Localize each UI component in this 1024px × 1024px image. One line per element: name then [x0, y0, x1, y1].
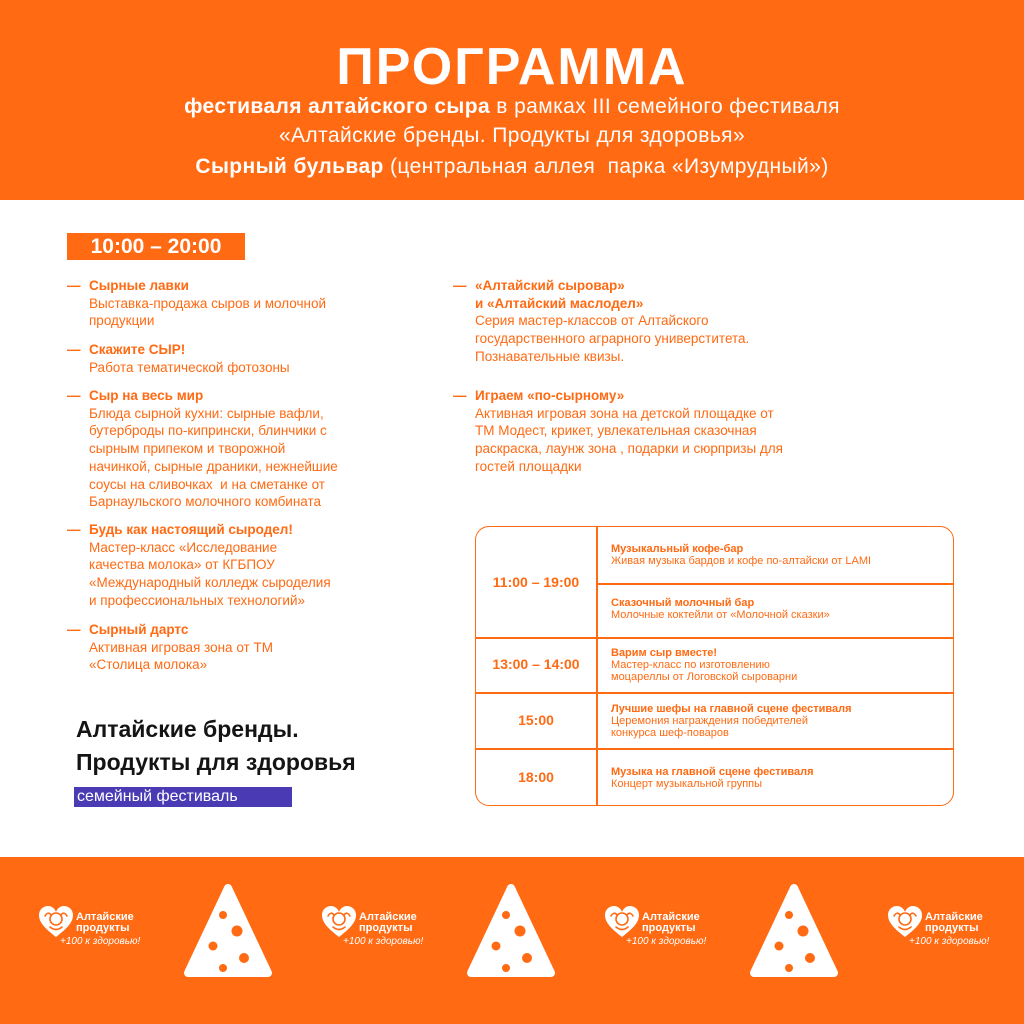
- item-description-line: соусы на сливочках и на сметанке от: [89, 476, 325, 492]
- schedule-event: [611, 703, 852, 739]
- schedule-event: [611, 597, 830, 621]
- event-description-line: Молочные коктейли от «Молочной сказки»: [611, 609, 830, 621]
- cheese-slice-icon: [466, 882, 556, 980]
- event-title: Лучшие шефы на главной сцене фестиваля: [611, 703, 852, 715]
- item-title: Сырный дартс: [89, 622, 189, 637]
- heart-logo-icon: [604, 905, 640, 939]
- item-description-line: Выставка-продажа сыров и молочной: [89, 295, 327, 311]
- schedule-time: 18:00: [518, 769, 554, 785]
- item-description-line: ТМ Модест, крикет, увлекательная сказочная: [475, 423, 757, 439]
- page-title: ПРОГРАММА: [336, 38, 688, 96]
- schedule-time: 15:00: [518, 712, 554, 728]
- venue-location: (центральная аллея парка «Изумрудный»): [383, 155, 829, 178]
- dash-bullet: —: [67, 522, 81, 537]
- event-description-line: Церемония награждения победителей: [611, 715, 809, 727]
- logo-text-line-2: продукты: [925, 922, 979, 934]
- dash-bullet: —: [453, 388, 467, 403]
- subtitle-line-1: [0, 95, 1024, 119]
- event-title: Музыкальный кофе-бар: [611, 543, 744, 555]
- program-item: [67, 521, 331, 610]
- logo-text-line-1: Алтайские: [642, 911, 700, 923]
- logo-text-line-1: Алтайские: [925, 911, 983, 923]
- logo-tagline: +100 к здоровью!: [343, 936, 424, 947]
- subtitle-text: в рамках III семейного фестиваля: [490, 95, 840, 118]
- heart-logo-icon: [321, 905, 357, 939]
- dash-bullet: —: [67, 342, 81, 357]
- event-description-line: конкурса шеф-поваров: [611, 727, 729, 739]
- subtitle-line-3: [0, 155, 1024, 179]
- cheese-slice-icon: [183, 882, 273, 980]
- logo-text-line-2: продукты: [359, 922, 413, 934]
- altai-products-logo: [38, 903, 148, 953]
- brand-tag: семейный фестиваль: [74, 787, 292, 807]
- item-title: и «Алтайский маслодел»: [475, 295, 644, 311]
- item-description-line: Серия мастер-классов от Алтайского: [475, 313, 709, 329]
- item-title: Сыр на весь мир: [89, 388, 204, 403]
- altai-products-logo: [887, 903, 997, 953]
- logo-text-line-2: продукты: [642, 922, 696, 934]
- event-title: Варим сыр вместе!: [611, 647, 718, 659]
- item-description-line: гостей площадки: [475, 458, 582, 474]
- schedule-event: [611, 647, 797, 683]
- item-description-line: Работа тематической фотозоны: [89, 359, 290, 375]
- program-item: [67, 341, 290, 376]
- item-description-line: сырным припеком и творожной: [89, 441, 286, 457]
- heart-logo-icon: [38, 905, 74, 939]
- item-description-line: Активная игровая зона на детской площадке от: [475, 405, 774, 421]
- item-title: Скажите СЫР!: [89, 342, 186, 357]
- item-description-line: Познавательные квизы.: [475, 348, 625, 364]
- row-divider: [476, 748, 953, 750]
- item-title: Играем «по-сырному»: [475, 388, 625, 403]
- program-item: [67, 621, 273, 674]
- brand-title-line-1: Алтайские бренды.: [76, 716, 299, 742]
- dash-bullet: —: [67, 278, 81, 293]
- item-description-line: продукции: [89, 313, 155, 329]
- item-description-line: Блюда сырной кухни: сырные вафли,: [89, 405, 324, 421]
- program-item: [453, 387, 783, 476]
- row-divider: [476, 637, 953, 639]
- row-divider: [476, 692, 953, 694]
- cheese-slice-icon: [749, 882, 839, 980]
- item-description-line: «Международный колледж сыроделия: [89, 575, 331, 591]
- program-item: [67, 277, 327, 330]
- item-description-line: Активная игровая зона от ТМ: [89, 639, 273, 655]
- event-title: Сказочный молочный бар: [611, 597, 755, 609]
- logo-text-line-1: Алтайские: [359, 911, 417, 923]
- program-item: [453, 277, 750, 366]
- item-description-line: раскраска, лаунж зона , подарки и сюрпризы для: [475, 441, 783, 457]
- item-description-line: Барнаульского молочного комбината: [89, 494, 322, 510]
- schedule-event: [611, 543, 871, 567]
- column-divider: [596, 527, 598, 805]
- dash-bullet: —: [67, 388, 81, 403]
- event-description-line: Концерт музыкальной группы: [611, 778, 763, 790]
- dash-bullet: —: [453, 278, 467, 293]
- item-description-line: качества молока» от КГБПОУ: [89, 557, 275, 573]
- item-description-line: «Столица молока»: [89, 657, 208, 673]
- event-description-line: Мастер-класс по изготовлению: [611, 659, 770, 671]
- subtitle-text: «Алтайские бренды. Продукты для здоровья»: [278, 124, 746, 147]
- program-item: [67, 387, 338, 511]
- header-banner: [0, 0, 1024, 200]
- subtitle-line-2: [0, 124, 1024, 148]
- logo-text-line-1: Алтайские: [76, 911, 134, 923]
- heart-logo-icon: [887, 905, 923, 939]
- item-description-line: государственного аграрного универститета.: [475, 331, 750, 347]
- schedule-table: [475, 526, 954, 806]
- item-description-line: начинкой, сырные драники, нежнейшие: [89, 458, 338, 474]
- row-divider: [596, 583, 953, 585]
- logo-tagline: +100 к здоровью!: [60, 936, 141, 947]
- item-description-line: бутерброды по-кипрински, блинчики с: [89, 423, 327, 439]
- subtitle-bold: фестиваля алтайского сыра: [184, 95, 491, 118]
- item-description-line: и профессиональных технологий»: [89, 592, 306, 608]
- schedule-event: [611, 766, 814, 790]
- venue-name: Сырный бульвар: [195, 155, 384, 178]
- logo-tagline: +100 к здоровью!: [909, 936, 990, 947]
- schedule-time: 11:00 – 19:00: [492, 574, 580, 590]
- item-title: Будь как настоящий сыродел!: [89, 522, 293, 537]
- logo-tagline: +100 к здоровью!: [626, 936, 707, 947]
- altai-products-logo: [604, 903, 714, 953]
- dash-bullet: —: [67, 622, 81, 637]
- schedule-time: 13:00 – 14:00: [492, 656, 580, 672]
- event-description-line: Живая музыка бардов и кофе по-алтайски от LAMI: [611, 555, 872, 567]
- item-title: «Алтайский сыровар»: [475, 278, 625, 293]
- item-title: Сырные лавки: [89, 278, 189, 293]
- event-description-line: моцареллы от Логовской сыроварни: [611, 671, 798, 683]
- item-description-line: Мастер-класс «Исследование: [89, 539, 278, 555]
- main-time-badge: 10:00 – 20:00: [67, 233, 245, 260]
- logo-text-line-2: продукты: [76, 922, 130, 934]
- brand-title-line-2: Продукты для здоровья: [76, 749, 356, 775]
- altai-products-logo: [321, 903, 431, 953]
- event-title: Музыка на главной сцене фестиваля: [611, 766, 814, 778]
